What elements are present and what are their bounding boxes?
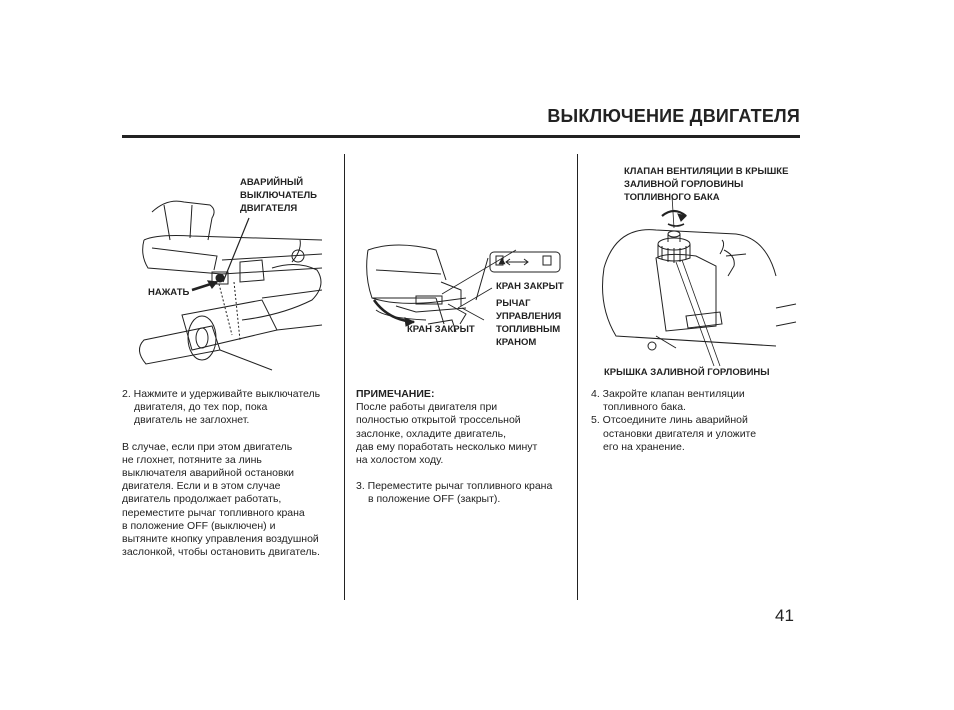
page-number: 41 (775, 606, 794, 625)
para-line-8: вытяните кнопку управления воздушной (122, 533, 319, 546)
step5-line-3: его на хранение. (603, 440, 685, 453)
para-line-1: В случае, если при этом двигатель (122, 440, 293, 453)
step2-line-3: двигатель не заглохнет. (134, 414, 250, 427)
step4-line-1: 4. Закройте клапан вентиляции (591, 388, 745, 400)
step2-line-1: 2. Нажмите и удерживайте выключатель (122, 388, 321, 400)
note-line-3: заслонке, охладите двигатель, (356, 427, 507, 440)
para-line-3: выключателя аварийной остановки (122, 467, 295, 480)
note-line-5: на холостом ходу. (356, 454, 444, 467)
col2-text (356, 388, 571, 507)
para-line-4: двигателя. Если и в этом случае (122, 480, 281, 493)
col3-text (591, 388, 801, 454)
note-title: ПРИМЕЧАНИЕ: (356, 388, 435, 400)
column-divider-1 (344, 154, 345, 600)
step5-line-2: остановки двигателя и уложите (603, 427, 757, 440)
label-filler-cap: КРЫШКА ЗАЛИВНОЙ ГОРЛОВИНЫ (604, 367, 770, 378)
title-rule (122, 135, 800, 138)
para-line-2: не глохнет, потяните за линь (122, 453, 262, 466)
step5-line-1: 5. Отсоедините линь аварийной (591, 414, 748, 427)
label-valve-closed-right: КРАН ЗАКРЫТ (496, 281, 564, 292)
step3-line-1: 3. Переместите рычаг топливного крана (356, 480, 553, 493)
page-title: ВЫКЛЮЧЕНИЕ ДВИГАТЕЛЯ (547, 106, 800, 126)
para-line-5: двигатель продолжает работать, (122, 493, 282, 506)
note-line-4: дав ему поработать несколько минут (356, 440, 538, 453)
note-line-2: полностью открытой троссельной (356, 414, 521, 427)
label-press: НАЖАТЬ (148, 287, 190, 298)
step4-line-2: топливного бака. (603, 401, 686, 414)
para-line-6: переместите рычаг топливного крана (122, 506, 305, 519)
column-divider-2 (577, 154, 578, 600)
col1-text (122, 388, 337, 559)
step3-line-2: в положение OFF (закрыт). (368, 493, 501, 506)
label-fuel-valve-lever: РЫЧАГ УПРАВЛЕНИЯ ТОПЛИВНЫМ КРАНОМ (496, 298, 562, 348)
illustration-fuel-cap (596, 196, 796, 366)
note-line-1: После работы двигателя при (356, 401, 498, 414)
step2-line-2: двигателя, до тех пор, пока (134, 401, 268, 414)
para-line-7: в положение OFF (выключен) и (122, 519, 276, 532)
label-emergency-stop-switch: АВАРИЙНЫЙ ВЫКЛЮЧАТЕЛЬ ДВИГАТЕЛЯ (240, 177, 317, 214)
label-valve-closed-left: КРАН ЗАКРЫТ (407, 324, 475, 335)
para-line-9: заслонкой, чтобы остановить двигатель. (122, 546, 320, 559)
label-vent-valve: КЛАПАН ВЕНТИЛЯЦИИ В КРЫШКЕ ЗАЛИВНОЙ ГОРЛОВИНЫ ТОПЛИВНОГО БАКА (624, 166, 789, 203)
